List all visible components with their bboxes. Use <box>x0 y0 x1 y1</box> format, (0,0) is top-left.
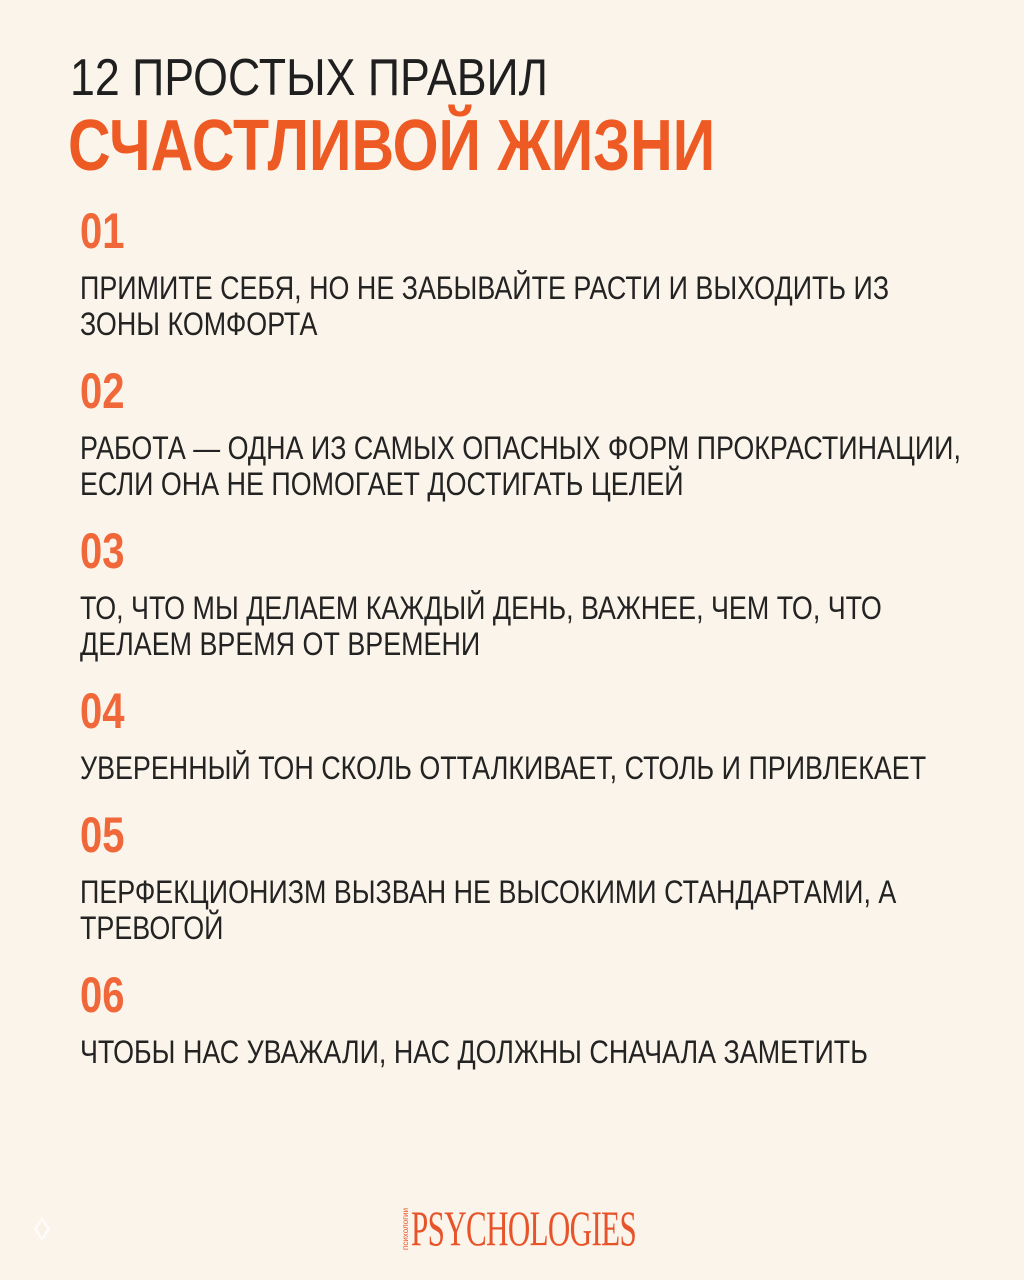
rule-number: 04 <box>80 683 125 739</box>
rule-number: 01 <box>80 203 125 259</box>
rule-text: ПЕРФЕКЦИОНИЗМ ВЫЗВАН НЕ ВЫСОКИМИ СТАНДАРТАМИ, А ТРЕВОГОЙ <box>80 874 897 946</box>
rule-item <box>80 964 980 1070</box>
page-title-line2: СЧАСТЛИВОЙ ЖИЗНИ <box>68 106 716 186</box>
rule-number: 05 <box>80 807 125 863</box>
logo-wordmark: PSYCHOLOGIES <box>411 1200 637 1256</box>
brand-logo <box>401 1200 774 1256</box>
rule-text: РАБОТА — ОДНА ИЗ САМЫХ ОПАСНЫХ ФОРМ ПРОКРАСТИНАЦИИ, ЕСЛИ ОНА НЕ ПОМОГАЕТ ДОСТИГАТЬ ЦЕЛЕЙ <box>80 430 961 502</box>
rule-text: ТО, ЧТО МЫ ДЕЛАЕМ КАЖДЫЙ ДЕНЬ, ВАЖНЕЕ, ЧЕМ ТО, ЧТО ДЕЛАЕМ ВРЕМЯ ОТ ВРЕМЕНИ <box>80 590 882 662</box>
rule-text: ЧТОБЫ НАС УВАЖАЛИ, НАС ДОЛЖНЫ СНАЧАЛА ЗАМЕТИТЬ <box>80 1034 868 1070</box>
logo-subtitle: психологии <box>401 1207 410 1251</box>
rule-item <box>80 360 980 502</box>
rule-item <box>80 680 980 786</box>
page-title-line1: 12 ПРОСТЫХ ПРАВИЛ <box>70 49 549 107</box>
rule-text: УВЕРЕННЫЙ ТОН СКОЛЬ ОТТАЛКИВАЕТ, СТОЛЬ И ПРИВЛЕКАЕТ <box>80 750 927 786</box>
rule-number: 03 <box>80 523 125 579</box>
rules-list <box>80 200 980 1088</box>
rule-item <box>80 520 980 662</box>
rule-item <box>80 804 980 946</box>
watermark-icon <box>32 1216 52 1242</box>
rule-number: 02 <box>80 363 125 419</box>
rule-number: 06 <box>80 967 125 1023</box>
rule-item <box>80 200 980 342</box>
rule-text: ПРИМИТЕ СЕБЯ, НО НЕ ЗАБЫВАЙТЕ РАСТИ И ВЫХОДИТЬ ИЗ ЗОНЫ КОМФОРТА <box>80 270 890 342</box>
